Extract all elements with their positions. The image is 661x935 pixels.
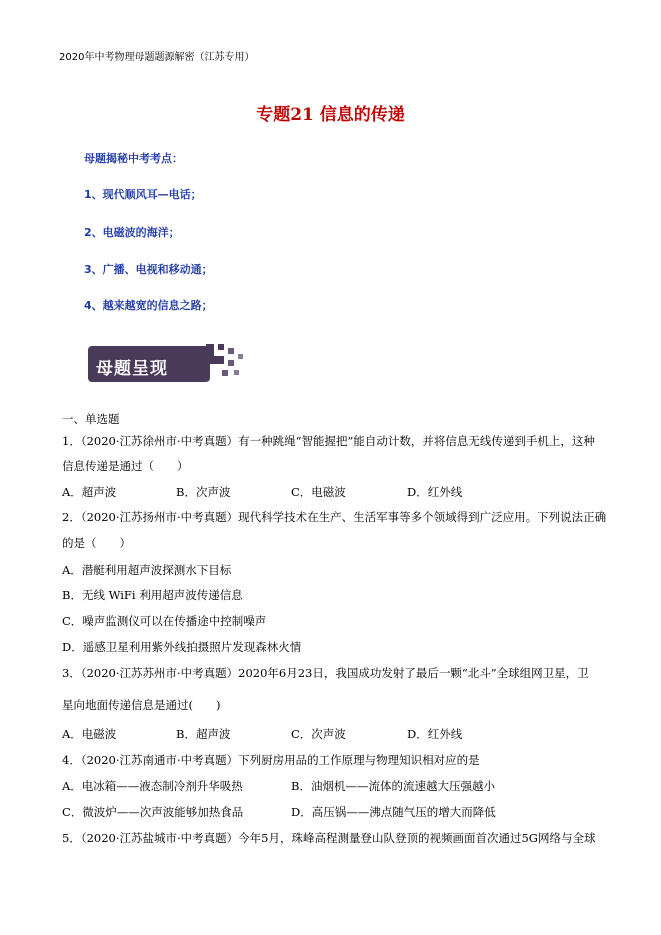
logo-banner <box>88 346 210 382</box>
question-3-text: 3．（2020·江苏苏州市·中考真题）2020年6月23日，我国成功发射了最后一颗“北斗”全球组网卫星，卫 <box>62 666 589 680</box>
topic-item: 1、现代顺风耳—电话； <box>84 188 202 201</box>
topic-item: 2、电磁波的海洋； <box>84 226 180 239</box>
question-2-text: 2．（2020·江苏扬州市·中考真题）现代科学技术在生产、生活军事等多个领域得到广泛应用。下列说法正确 <box>62 510 607 524</box>
document-header: 2020年中考物理母题题源解密（江苏专用） <box>59 52 255 63</box>
option-d: D．红外线 <box>407 727 463 741</box>
option-a: A．超声波 <box>62 485 117 499</box>
question-1-text-cont: 信息传递是通过（ ） <box>62 459 189 473</box>
logo-text: 母题呈现 <box>96 359 168 379</box>
option-b: B．无线 WiFi 利用超声波传递信息 <box>62 588 243 602</box>
option-c: C．电磁波 <box>291 485 346 499</box>
question-2-text-cont: 的是（ ） <box>62 536 131 550</box>
option-d: D．遥感卫星利用紫外线拍摄照片发现森林火情 <box>62 640 302 654</box>
topic-item: 4、越来越宽的信息之路； <box>84 299 213 312</box>
topic-item: 3、广播、电视和移动通； <box>84 263 213 276</box>
page-title: 专题21 信息的传递 <box>256 105 405 125</box>
option-c: C．噪声监测仪可以在传播途中控制噪声 <box>62 614 267 628</box>
question-1-text: 1．（2020·江苏徐州市·中考真题）有一种跳绳“智能握把”能自动计数，并将信息无线传递到手机上，这种 <box>62 434 595 448</box>
question-5-text: 5．（2020·江苏盐城市·中考真题）今年5月，珠峰高程测量登山队登顶的视频画面首次通过5G网络与全球 <box>62 831 596 845</box>
option-a: A．潜艇利用超声波探测水下目标 <box>62 563 232 577</box>
option-c: C．微波炉——次声波能够加热食品 <box>62 805 244 819</box>
option-a: A．电冰箱——液态制冷剂升华吸热 <box>62 779 243 793</box>
option-d: D．高压锅——沸点随气压的增大而降低 <box>291 805 496 819</box>
logo-decoration-icon <box>202 340 248 386</box>
option-c: C．次声波 <box>291 727 346 741</box>
question-4-text: 4．（2020·江苏南通市·中考真题）下列厨房用品的工作原理与物理知识相对应的是 <box>62 753 480 767</box>
topics-heading: 母题揭秘中考考点： <box>84 152 183 165</box>
option-b: B．油烟机——流体的流速越大压强越小 <box>291 779 495 793</box>
section-heading: 一、单选题 <box>62 412 120 426</box>
question-3-text-cont: 星向地面传递信息是通过( ) <box>62 698 221 712</box>
section-logo <box>88 340 248 386</box>
option-b: B．超声波 <box>176 727 231 741</box>
option-a: A．电磁波 <box>62 727 117 741</box>
option-b: B．次声波 <box>176 485 231 499</box>
option-d: D．红外线 <box>407 485 463 499</box>
